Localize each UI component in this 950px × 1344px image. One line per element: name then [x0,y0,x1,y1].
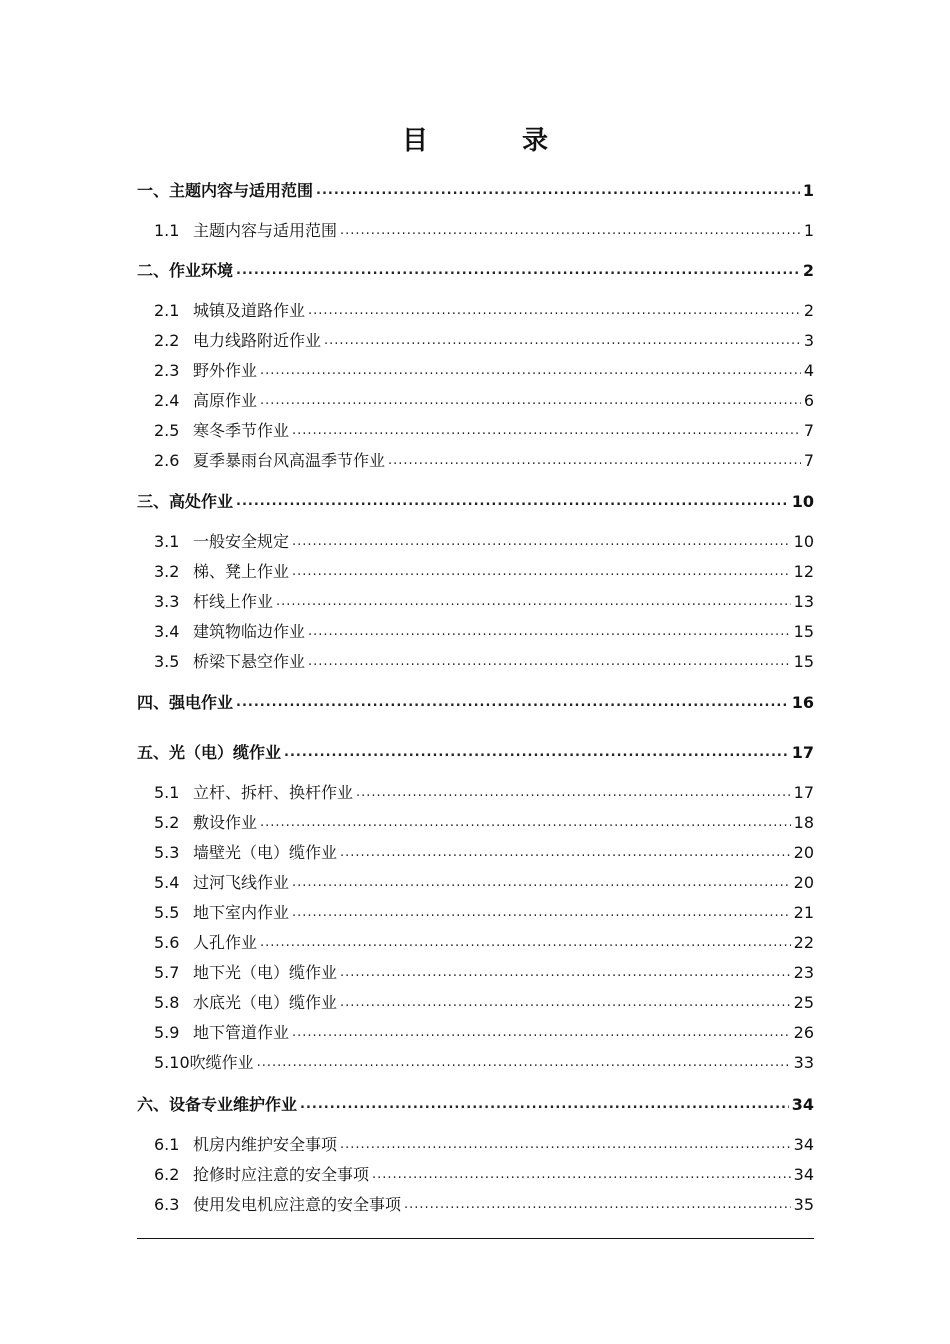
entry-number: 5.2 [154,813,180,832]
entry-number: 2.5 [154,421,180,440]
entry-number: 6.2 [154,1165,180,1184]
dot-leader [404,1194,791,1216]
dot-leader [276,591,791,613]
entry-number: 3.4 [154,622,180,641]
entry-page-number: 7 [803,421,814,440]
dot-leader [292,420,801,442]
entry-title: 地下光（电）缆作业 [193,963,338,982]
entry-number: 5.1 [154,783,180,802]
entry-page-number: 1 [802,181,814,200]
entry-page-number: 1 [803,221,814,240]
entry-title: 主题内容与适用范围 [193,221,338,240]
toc-section-entry[interactable] [137,649,814,673]
dot-leader [340,842,791,864]
toc-section-entry[interactable] [137,619,814,643]
dot-leader [236,491,789,513]
dot-leader [308,621,791,643]
entry-title: 作业环境 [169,261,234,280]
toc-section-entry[interactable] [137,930,814,954]
entry-page-number: 12 [793,562,814,581]
entry-page-number: 15 [793,652,814,671]
toc-section-entry[interactable] [137,388,814,412]
toc-section-entry[interactable] [137,589,814,613]
entry-page-number: 15 [793,622,814,641]
entry-title: 光（电）缆作业 [169,743,282,762]
entry-page-number: 21 [793,903,814,922]
toc-section-entry[interactable] [137,1132,814,1156]
toc-chapter-entry[interactable] [137,1092,814,1116]
toc-chapter-entry[interactable] [137,258,814,282]
entry-page-number: 25 [793,993,814,1012]
entry-number: 一、 [137,181,170,200]
entry-title: 电力线路附近作业 [193,331,322,350]
entry-page-number: 20 [793,873,814,892]
entry-number: 2.4 [154,391,180,410]
entry-page-number: 2 [802,261,814,280]
dot-leader [292,561,791,583]
entry-title: 地下室内作业 [193,903,290,922]
toc-section-entry[interactable] [137,780,814,804]
entry-title: 城镇及道路作业 [193,301,306,320]
toc-section-entry[interactable] [137,418,814,442]
entry-page-number: 35 [793,1195,814,1214]
toc-section-entry[interactable] [137,448,814,472]
entry-title: 使用发电机应注意的安全事项 [193,1195,402,1214]
dot-leader [284,742,789,764]
dot-leader [324,330,801,352]
entry-title: 过河飞线作业 [193,873,290,892]
entry-title: 一般安全规定 [193,532,290,551]
dot-leader [316,180,800,202]
toc-chapter-entry[interactable] [137,740,814,764]
entry-number: 2.3 [154,361,180,380]
dot-leader [308,300,801,322]
dot-leader [356,782,791,804]
toc-section-entry[interactable] [137,870,814,894]
dot-leader [340,1134,791,1156]
entry-page-number: 17 [791,743,814,762]
dot-leader [260,932,791,954]
entry-number: 6.3 [154,1195,180,1214]
dot-leader [300,1094,789,1116]
entry-title: 主题内容与适用范围 [169,181,314,200]
entry-number: 六、 [137,1095,170,1114]
toc-section-entry[interactable] [137,840,814,864]
entry-page-number: 4 [803,361,814,380]
entry-title: 人孔作业 [193,933,258,952]
entry-title: 设备专业维护作业 [169,1095,298,1114]
toc-section-entry[interactable] [137,328,814,352]
toc-section-entry[interactable] [137,559,814,583]
entry-page-number: 26 [793,1023,814,1042]
entry-number: 5.4 [154,873,180,892]
entry-page-number: 3 [803,331,814,350]
entry-number: 5.8 [154,993,180,1012]
toc-title: 目 录 [401,126,582,156]
entry-title: 强电作业 [169,693,234,712]
entry-number: 1.1 [154,221,180,240]
entry-title: 机房内维护安全事项 [193,1135,338,1154]
toc-section-entry[interactable] [137,990,814,1014]
entry-number: 5.7 [154,963,180,982]
dot-leader [372,1164,791,1186]
entry-page-number: 16 [791,693,814,712]
dot-leader [236,692,789,714]
entry-page-number: 6 [803,391,814,410]
entry-page-number: 18 [793,813,814,832]
entry-title: 梯、凳上作业 [193,562,290,581]
dot-leader [260,812,791,834]
entry-title: 建筑物临边作业 [193,622,306,641]
dot-leader [308,651,791,673]
entry-page-number: 20 [793,843,814,862]
entry-page-number: 13 [793,592,814,611]
entry-page-number: 10 [791,492,814,511]
entry-page-number: 34 [793,1135,814,1154]
entry-number: 5.3 [154,843,180,862]
dot-leader [260,360,801,382]
dot-leader [292,1022,791,1044]
entry-number: 五、 [137,743,170,762]
entry-number: 2.6 [154,451,180,470]
entry-number: 5.9 [154,1023,180,1042]
entry-number: 三、 [137,492,170,511]
entry-title: 杆线上作业 [193,592,274,611]
entry-title: 立杆、拆杆、换杆作业 [193,783,354,802]
entry-page-number: 2 [803,301,814,320]
dot-leader [260,390,801,412]
dot-leader [340,992,791,1014]
entry-page-number: 23 [793,963,814,982]
dot-leader [292,872,791,894]
entry-number: 3.2 [154,562,180,581]
entry-title: 高处作业 [169,492,234,511]
dot-leader [292,531,791,553]
entry-number: 3.1 [154,532,180,551]
toc-section-entry[interactable] [137,900,814,924]
entry-number: 6.1 [154,1135,180,1154]
entry-title: 敷设作业 [193,813,258,832]
toc-section-entry[interactable] [137,810,814,834]
toc-section-entry[interactable] [137,1020,814,1044]
entry-number: 四、 [137,693,170,712]
toc-chapter-entry[interactable] [137,690,814,714]
entry-page-number: 10 [793,532,814,551]
entry-title: 抢修时应注意的安全事项 [193,1165,370,1184]
dot-leader [292,902,791,924]
entry-number: 3.5 [154,652,180,671]
toc-section-entry[interactable] [137,529,814,553]
dot-leader [340,220,801,242]
entry-page-number: 17 [793,783,814,802]
toc-section-entry[interactable] [137,1162,814,1186]
entry-number: 2.1 [154,301,180,320]
entry-page-number: 34 [793,1165,814,1184]
entry-number: 3.3 [154,592,180,611]
entry-title: 地下管道作业 [193,1023,290,1042]
entry-title: 寒冬季节作业 [193,421,290,440]
entry-number: 2.2 [154,331,180,350]
toc-section-entry[interactable] [137,1192,814,1216]
entry-title: 高原作业 [193,391,258,410]
dot-leader [388,450,801,472]
entry-title: 桥梁下悬空作业 [193,652,306,671]
dot-leader [340,962,791,984]
entry-number: 二、 [137,261,170,280]
entry-number: 5.10 [154,1053,190,1072]
toc-section-entry[interactable] [137,298,814,322]
dot-leader [257,1052,791,1074]
toc-section-entry[interactable] [137,960,814,984]
entry-page-number: 7 [803,451,814,470]
entry-page-number: 22 [793,933,814,952]
toc-section-entry[interactable] [137,218,814,242]
toc-chapter-entry[interactable] [137,178,814,202]
toc-section-entry[interactable] [137,358,814,382]
entry-title: 墙壁光（电）缆作业 [193,843,338,862]
entry-title: 夏季暴雨台风高温季节作业 [193,451,386,470]
toc-chapter-entry[interactable] [137,489,814,513]
entry-page-number: 33 [793,1053,814,1072]
footer-rule [137,1238,814,1239]
entry-title: 野外作业 [193,361,258,380]
toc-section-entry[interactable] [137,1050,814,1074]
entry-page-number: 34 [791,1095,814,1114]
entry-number: 5.6 [154,933,180,952]
entry-number: 5.5 [154,903,180,922]
entry-title: 吹缆作业 [189,1053,254,1072]
dot-leader [236,260,800,282]
entry-title: 水底光（电）缆作业 [193,993,338,1012]
